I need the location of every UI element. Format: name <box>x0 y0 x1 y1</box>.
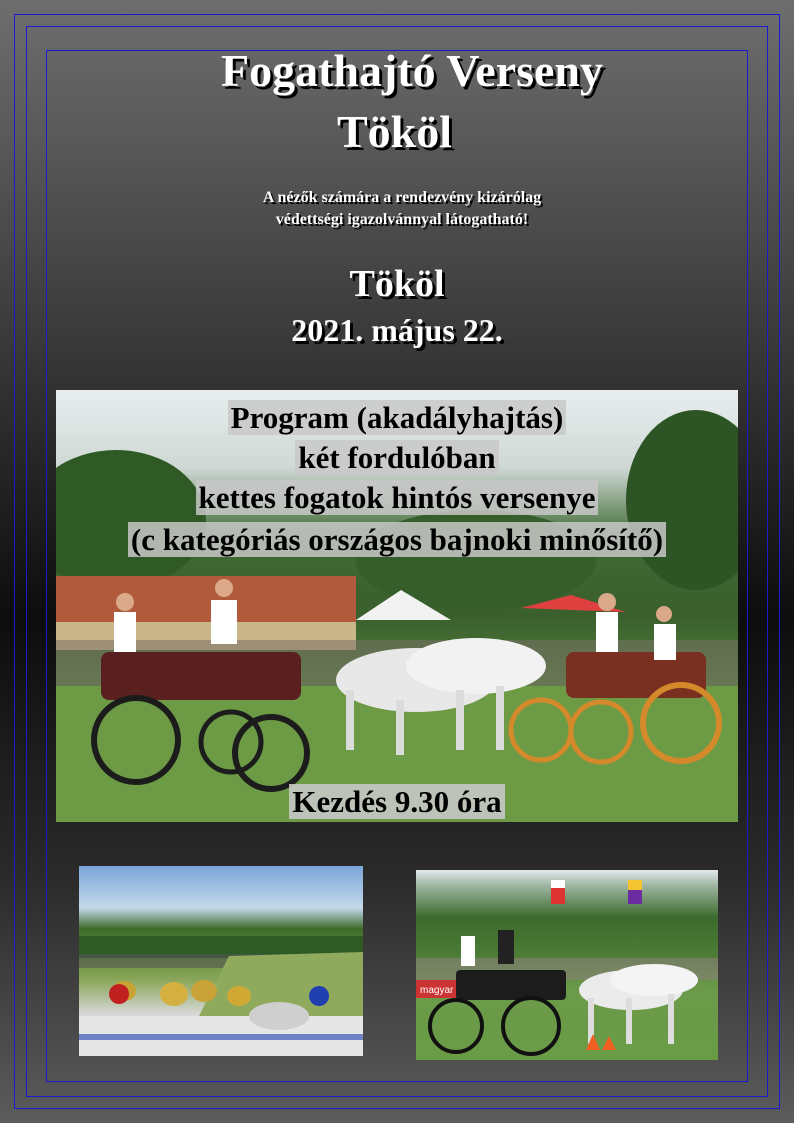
poster-title: Fogathajtó Verseny <box>220 45 604 96</box>
start-time-text: Kezdés 9.30 óra <box>289 784 504 819</box>
event-place: Tököl <box>349 263 445 305</box>
trophies-photo <box>79 866 363 1056</box>
program-line-1-text: Program (akadályhajtás) <box>228 400 567 435</box>
program-line-4 <box>56 520 738 560</box>
program-line-2 <box>56 438 738 478</box>
program-line-2-text: két fordulóban <box>295 440 498 475</box>
hero-photo <box>56 390 738 822</box>
trophies-illustration <box>79 866 363 1056</box>
program-line-3-text: kettes fogatok hintós versenye <box>196 480 599 515</box>
poster-title-town: Tököl <box>336 106 453 157</box>
notice-line-1: A nézők számára a rendezvény kizárólag <box>262 189 542 206</box>
program-line-1 <box>56 398 738 438</box>
driving-photo <box>416 870 718 1060</box>
event-date: 2021. május 22. <box>291 312 503 348</box>
notice-line-2: védettségi igazolvánnyal látogatható! <box>275 211 529 228</box>
driving-illustration <box>416 870 718 1060</box>
start-time <box>56 782 738 822</box>
program-line-4-text: (c kategóriás országos bajnoki minősítő) <box>128 522 666 557</box>
banner-text: magyar <box>420 985 454 996</box>
program-line-3 <box>56 478 738 518</box>
